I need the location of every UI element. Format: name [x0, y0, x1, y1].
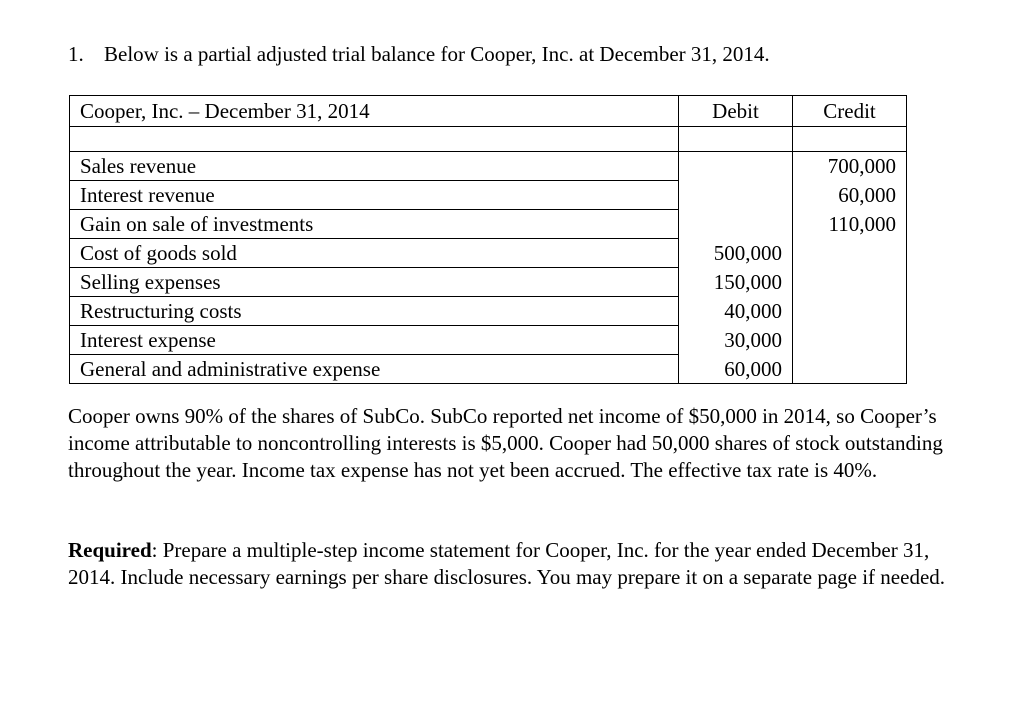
debit-header: Debit: [679, 96, 793, 127]
table-row: [70, 210, 907, 239]
table-row: [70, 326, 907, 355]
credit-amount: [793, 326, 907, 355]
credit-amount: [793, 239, 907, 268]
account-name: Gain on sale of investments: [70, 210, 679, 239]
account-name: Sales revenue: [70, 152, 679, 181]
table-header-row: [70, 96, 907, 127]
debit-amount: [679, 152, 793, 181]
table-row: [70, 152, 907, 181]
credit-amount: [793, 297, 907, 326]
trial-balance-table: [69, 95, 907, 384]
debit-amount: 500,000: [679, 239, 793, 268]
account-name: Interest revenue: [70, 181, 679, 210]
account-name: Cost of goods sold: [70, 239, 679, 268]
account-name: General and administrative expense: [70, 355, 679, 384]
question-number: 1.: [68, 42, 84, 66]
debit-amount: [679, 210, 793, 239]
question-line: [68, 42, 770, 67]
debit-amount: [679, 181, 793, 210]
credit-header: Credit: [793, 96, 907, 127]
required-paragraph: [68, 537, 978, 591]
account-name: Interest expense: [70, 326, 679, 355]
required-text: : Prepare a multiple-step income statement for Cooper, Inc. for the year ended December 31, 2014. Include necessary earnings per share disclosures. You may prepare it on a separate page if needed.: [68, 538, 946, 589]
blank-row: [70, 127, 907, 152]
credit-amount: 60,000: [793, 181, 907, 210]
table-row: [70, 239, 907, 268]
credit-amount: 110,000: [793, 210, 907, 239]
required-label: Required: [68, 538, 152, 562]
table-row: [70, 355, 907, 384]
credit-amount: [793, 268, 907, 297]
question-text: Below is a partial adjusted trial balance for Cooper, Inc. at December 31, 2014.: [104, 42, 770, 66]
debit-amount: 40,000: [679, 297, 793, 326]
table-row: [70, 268, 907, 297]
table-title-header: Cooper, Inc. – December 31, 2014: [70, 96, 679, 127]
table-row: [70, 181, 907, 210]
debit-amount: 150,000: [679, 268, 793, 297]
credit-amount: 700,000: [793, 152, 907, 181]
debit-amount: 60,000: [679, 355, 793, 384]
account-name: Selling expenses: [70, 268, 679, 297]
background-paragraph: Cooper owns 90% of the shares of SubCo. SubCo reported net income of $50,000 in 2014, so Cooper’s income attributable to noncontrolling interests is $5,000. Cooper had 50,000 shares of stock outstanding throughout the year. Income tax expense has not yet been accrued. The effective tax rate is 40%.: [68, 404, 943, 482]
account-name: Restructuring costs: [70, 297, 679, 326]
credit-amount: [793, 355, 907, 384]
table-row: [70, 297, 907, 326]
debit-amount: 30,000: [679, 326, 793, 355]
